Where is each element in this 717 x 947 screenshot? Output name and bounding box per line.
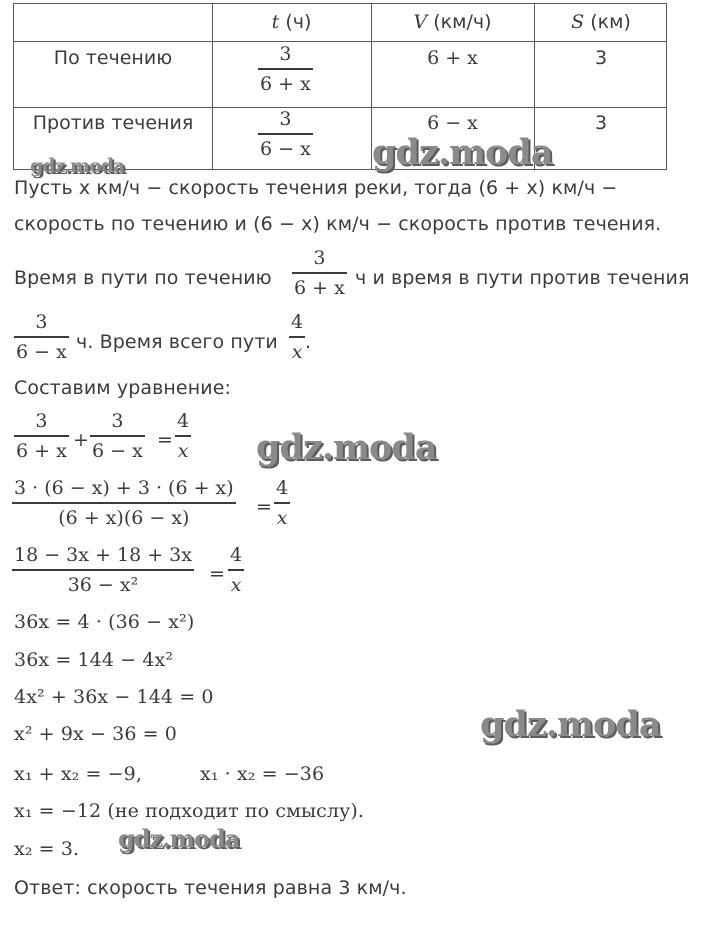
eq3-fraction-left: 18 − 3x + 18 + 3x 36 − x²	[14, 544, 192, 596]
equation-line-6: 4x² + 36x − 144 = 0	[14, 686, 214, 708]
watermark-logo: gdz.moda	[30, 155, 125, 177]
time-sentence-a: Время в пути по течению	[14, 267, 272, 289]
eq1-fraction-c: 4 x	[177, 410, 190, 462]
row-upstream-distance: 3	[594, 112, 608, 134]
answer-line: Ответ: скорость течения равна 3 км/ч.	[14, 877, 407, 899]
eq1-equals: =	[157, 429, 174, 451]
row-downstream-time: 3 6 + x	[260, 43, 311, 95]
eq2-equals: =	[256, 496, 273, 518]
row-label-upstream: Против течения	[32, 112, 194, 134]
speed-table	[13, 3, 667, 170]
fraction-total-time: 4 x	[291, 311, 304, 363]
intro-line-2: скорость по течению и (6 − x) км/ч − скорость против течения.	[14, 213, 662, 235]
time-sentence-c: ч. Время всего пути	[76, 331, 278, 353]
header-s: S (км)	[571, 11, 631, 33]
fraction-upstream-time: 3 6 − x	[16, 311, 67, 363]
time-sentence-b: ч и время в пути против течения	[355, 267, 690, 289]
equation-line-4: 36x = 4 · (36 − x²)	[14, 611, 195, 633]
vieta-sum: x₁ + x₂ = −9,	[14, 763, 143, 785]
row-downstream-speed: 6 + x	[427, 47, 478, 69]
eq3-equals: =	[209, 563, 226, 585]
row-downstream-distance: 3	[594, 47, 608, 69]
row-label-downstream: По течению	[53, 47, 173, 69]
watermark-logo: gdz.moda	[372, 132, 553, 173]
root-x1: x₁ = −12 (не подходит по смыслу).	[14, 800, 365, 822]
vieta-product: x₁ · x₂ = −36	[200, 763, 325, 785]
compose-equation-label: Составим уравнение:	[14, 377, 231, 399]
eq3-fraction-right: 4 x	[230, 544, 243, 596]
period: .	[305, 331, 312, 353]
watermark-logo: gdz.moda	[256, 427, 437, 468]
eq1-plus: +	[73, 429, 90, 451]
intro-line-1: Пусть x км/ч − скорость течения реки, тогда (6 + x) км/ч −	[14, 177, 618, 199]
row-upstream-speed: 6 − x	[427, 112, 478, 134]
watermark-logo: gdz.moda	[118, 824, 240, 853]
equation-line-7: x² + 9x − 36 = 0	[14, 723, 177, 745]
eq2-fraction-right: 4 x	[276, 477, 289, 529]
row-upstream-time: 3 6 − x	[260, 108, 311, 160]
watermark-logo: gdz.moda	[480, 704, 661, 745]
header-t: t (ч)	[271, 11, 312, 33]
equation-line-5: 36x = 144 − 4x²	[14, 649, 174, 671]
root-x2: x₂ = 3.	[14, 838, 80, 860]
eq2-fraction-left: 3 · (6 − x) + 3 · (6 + x) (6 + x)(6 − x)	[14, 477, 234, 529]
eq1-fraction-a: 3 6 + x	[16, 410, 67, 462]
eq1-fraction-b: 3 6 − x	[92, 410, 143, 462]
fraction-downstream-time: 3 6 + x	[294, 247, 345, 299]
header-v: V (км/ч)	[413, 11, 492, 33]
